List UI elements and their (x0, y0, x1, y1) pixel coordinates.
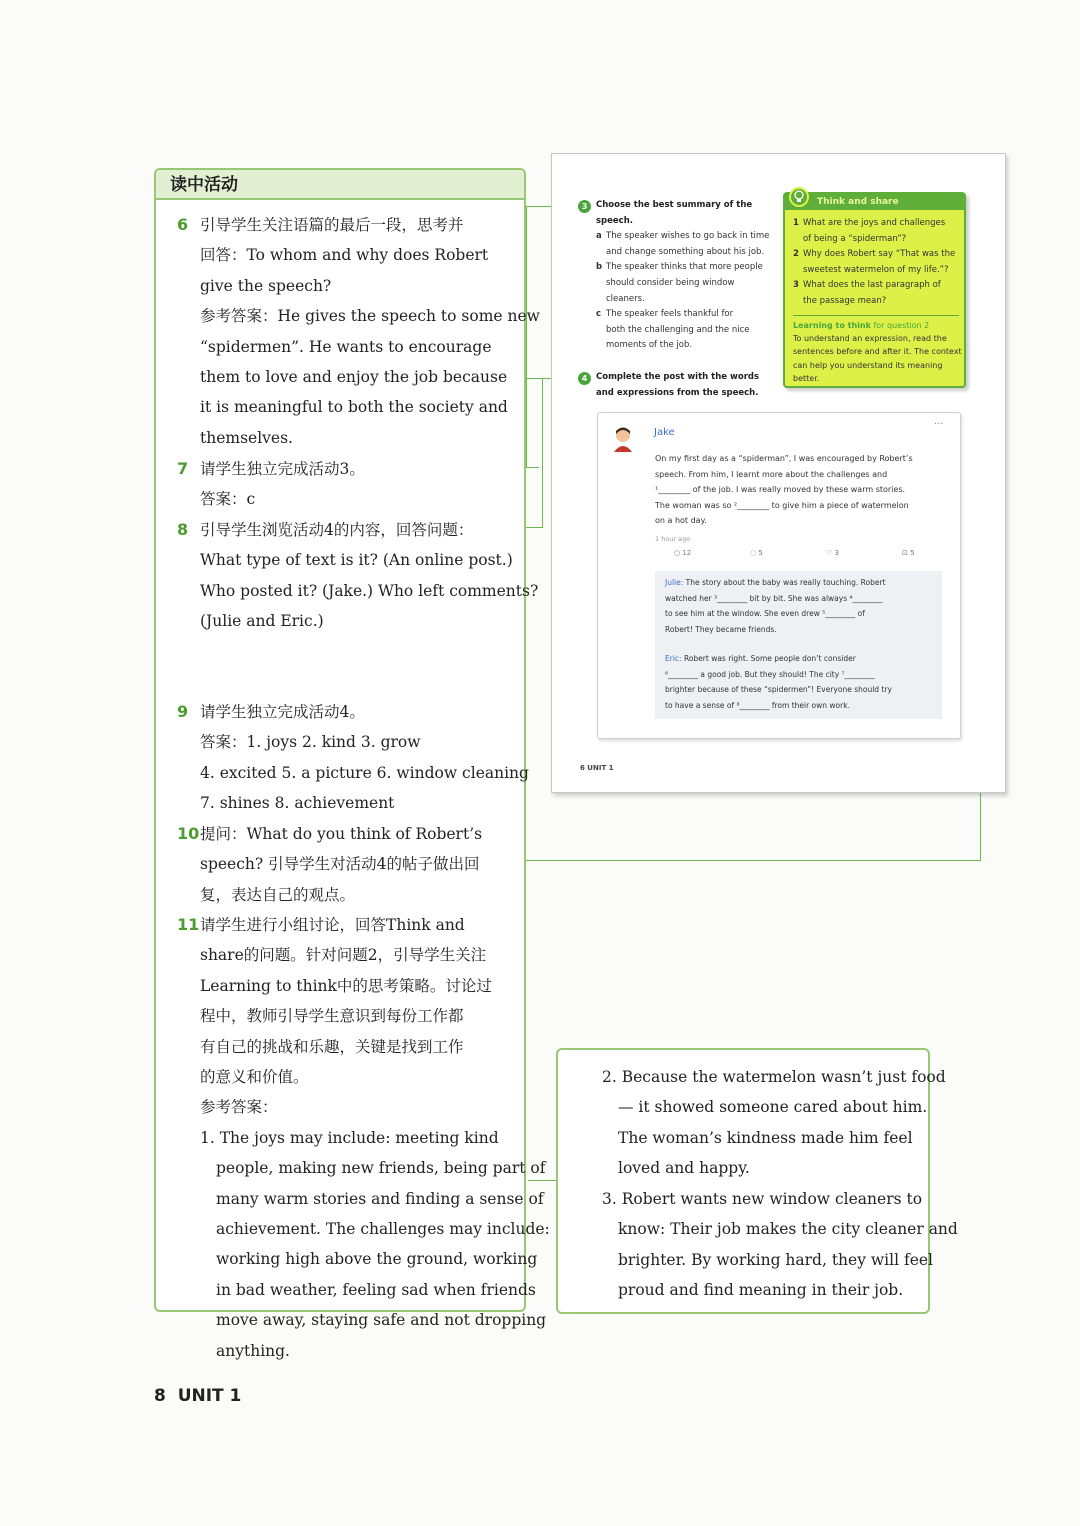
post-author[interactable]: Jake (654, 427, 675, 438)
activity-line: 有自己的挑战和乐趣，关键是找到工作 (200, 1037, 464, 1056)
option-line: The speaker wishes to go back in time (606, 231, 770, 242)
activity-number: 6 (177, 215, 189, 234)
comment-icon[interactable]: ○ 12 (674, 549, 692, 557)
activity-line: (Julie and Eric.) (200, 612, 324, 631)
activity-line: 复，表达自己的观点。 (200, 885, 356, 904)
comment-line: Robert! They became friends. (665, 624, 777, 634)
comment-line (665, 651, 937, 667)
think-title: Think and share (785, 194, 964, 210)
comment-line: to have a sense of ⁸________ from their own work. (665, 700, 850, 710)
book-page-footer: 6 UNIT 1 (580, 764, 614, 772)
think-questions (793, 216, 961, 310)
learning-line: better. (793, 373, 820, 383)
learning-title: Learning to think (793, 321, 871, 330)
activity-line: 提问：What do you think of Robert’s (200, 825, 483, 843)
learning-text (793, 332, 961, 385)
post-stats (674, 549, 934, 563)
question-title: Choose the best summary of the speech. (596, 200, 753, 226)
question-line: sweetest watermelon of my life.”? (803, 264, 949, 275)
lightbulb-icon (789, 187, 809, 207)
question-line: Why does Robert say “That was the (803, 249, 956, 260)
activity-item (177, 515, 540, 637)
activity-number: 10 (177, 824, 200, 843)
post-line: ¹________ of the job. I was really moved by these warm stories. (655, 485, 906, 495)
activity-item (177, 697, 540, 819)
post-line: On my first day as a “spiderman”, I was encouraged by Robert’s (655, 454, 913, 463)
learning-to-think (793, 319, 961, 385)
comment-text: The story about the baby was really touching. Robert (685, 578, 886, 587)
learning-line: To understand an expression, read the (793, 334, 947, 344)
think-question (793, 247, 961, 278)
activity-item (177, 454, 540, 515)
answer-line: proud and find meaning in their job. (618, 1281, 904, 1300)
activity-line: give the speech? (200, 276, 332, 295)
learning-suffix: for question 2 (873, 321, 930, 330)
activity-line: working high above the ground, working (216, 1250, 538, 1269)
reply-icon[interactable]: ◌ 5 (750, 549, 763, 557)
activity-item (177, 910, 550, 1366)
activity-line: 回答：To whom and why does Robert (200, 246, 489, 265)
share-icon[interactable]: ⊡ 5 (902, 549, 915, 557)
activity-line: 请学生独立完成活动3。 (200, 460, 365, 478)
question-number: 2 (793, 249, 799, 260)
reading-activities-panel (154, 168, 550, 1360)
question-number: 3 (793, 280, 799, 291)
activity-number: 11 (177, 915, 200, 934)
answer-3 (602, 1184, 958, 1306)
activity-line: Who posted it? (Jake.) Who left comments? (200, 581, 539, 600)
activity-line: 的意义和价值。 (200, 1068, 309, 1087)
activity-line: 7. shines 8. achievement (200, 794, 395, 813)
unit-label: UNIT 1 (177, 1386, 242, 1406)
more-options-icon[interactable]: ··· (934, 419, 944, 430)
answer-line: 3. Robert wants new window cleaners to (602, 1190, 923, 1208)
activity-number: 7 (177, 459, 189, 478)
activity-line: Learning to think中的思考策略。讨论过 (200, 976, 492, 995)
activity-line: 引导学生关注语篇的最后一段，思考并 (200, 216, 464, 234)
post-time: 1 hour ago (655, 535, 691, 543)
activity-line: share的问题。针对问题2，引导学生关注 (200, 946, 487, 965)
activity-line: “spidermen”. He wants to encourage (200, 337, 492, 356)
think-and-share-box (783, 192, 966, 388)
activity-line: achievement. The challenges may include: (216, 1220, 550, 1239)
activity-line: many warm stories and finding a sense of (216, 1189, 544, 1208)
activity-line: speech? 引导学生对活动4的帖子做出回 (200, 855, 480, 874)
question-number: 3 (578, 200, 591, 213)
question-line: What does the last paragraph of (803, 280, 941, 291)
comment-julie (665, 575, 937, 637)
question-3 (596, 198, 776, 354)
activity-line: 请学生独立完成活动4。 (200, 703, 365, 721)
answer-line: The woman’s kindness made him feel (618, 1128, 913, 1147)
like-icon[interactable]: ♡ 3 (826, 549, 839, 557)
comment-line (665, 575, 937, 591)
option-item (596, 229, 776, 260)
answer-2 (602, 1062, 946, 1184)
question-number: 1 (793, 218, 799, 228)
activity-line: 1. The joys may include: meeting kind (200, 1128, 499, 1147)
activity-line: it is meaningful to both the society and (200, 398, 508, 417)
think-question (793, 216, 961, 247)
learning-line: can help you understand its meaning (793, 360, 943, 370)
option-line: cleaners. (606, 293, 645, 304)
activity-item (177, 210, 540, 453)
option-line: should consider being window (606, 277, 735, 288)
activity-line: 答案：c (200, 490, 256, 509)
online-post (597, 412, 961, 739)
comment-eric (665, 651, 937, 713)
activity-line: 引导学生浏览活动4的内容，回答问题： (200, 521, 474, 539)
option-item (596, 260, 776, 307)
comment-line: ⁶________ a good job. But they should! The city ⁷________ (665, 669, 875, 679)
page-number: 8 (154, 1386, 166, 1406)
option-line: The speaker thinks that more people (606, 262, 763, 273)
activity-line: people, making new friends, being part of (216, 1159, 546, 1178)
option-list (596, 229, 776, 354)
option-label: b (596, 262, 603, 273)
answer-continuation-box (556, 1048, 958, 1314)
option-line: and change something about his job. (606, 246, 765, 257)
comment-line: to see him at the window. She even drew ⁵________ of (665, 609, 865, 619)
avatar (612, 426, 634, 452)
activity-line: move away, staying safe and not dropping (216, 1311, 547, 1330)
activity-number: 8 (177, 520, 189, 539)
question-line: the passage mean? (803, 295, 887, 306)
comments-area (655, 571, 942, 719)
panel-title: 读中活动 (156, 170, 524, 200)
question-4-title: Complete the post with the words and expressions from the speech. (596, 372, 760, 398)
option-label: c (596, 309, 602, 320)
answer-line: know: Their job makes the city cleaner and (618, 1220, 958, 1239)
activity-line: themselves. (200, 428, 293, 447)
post-line: The woman was so ²________ to give him a piece of watermelon (655, 500, 909, 510)
activity-line: anything. (216, 1341, 290, 1360)
commenter-name: Eric: (665, 654, 682, 663)
activity-line: in bad weather, feeling sad when friends (216, 1280, 536, 1299)
option-line: moments of the job. (606, 340, 693, 351)
answer-line: brighter. By working hard, they will feel (618, 1250, 934, 1269)
answer-line: loved and happy. (618, 1159, 750, 1178)
question-line: What are the joys and challenges (803, 218, 946, 228)
activity-line: 请学生进行小组讨论，回答Think and (200, 916, 465, 934)
activity-line: 4. excited 5. a picture 6. window cleaning (200, 763, 529, 782)
activity-line: What type of text is it? (An online post.) (200, 551, 513, 570)
option-line: both the challenging and the nice (606, 324, 750, 335)
learning-line: sentences before and after it. The context (793, 347, 962, 357)
activity-line: 参考答案：He gives the speech to some new (200, 307, 540, 326)
post-body (655, 451, 955, 529)
comment-line: watched her ³________ bit by bit. She was always ⁴________ (665, 593, 883, 603)
activity-line: them to love and enjoy the job because (200, 368, 508, 387)
comment-text: Robert was right. Some people don’t consider (683, 654, 856, 663)
commenter-name: Julie: (665, 578, 684, 587)
divider (793, 315, 959, 316)
option-item (596, 307, 776, 354)
activity-line: 程中，教师引导学生意识到每份工作都 (200, 1007, 464, 1026)
activity-line: 答案：1. joys 2. kind 3. grow (200, 733, 421, 752)
activity-line: 参考答案： (200, 1098, 278, 1117)
option-label: a (596, 231, 602, 242)
answer-line: 2. Because the watermelon wasn’t just food (602, 1068, 946, 1086)
textbook-page (551, 153, 1006, 793)
think-question (793, 278, 961, 309)
post-line: speech. From him, I learnt more about the challenges and (655, 469, 888, 479)
option-line: The speaker feels thankful for (606, 309, 734, 320)
comment-line: brighter because of these “spidermen”! Everyone should try (665, 685, 892, 695)
activity-item (177, 819, 540, 910)
question-line: of being a “spiderman”? (803, 233, 907, 244)
page-footer (154, 1386, 241, 1406)
post-line: on a hot day. (655, 516, 707, 526)
activity-number: 9 (177, 702, 189, 721)
answer-line: — it showed someone cared about him. (618, 1098, 928, 1117)
question-number: 4 (578, 372, 591, 385)
